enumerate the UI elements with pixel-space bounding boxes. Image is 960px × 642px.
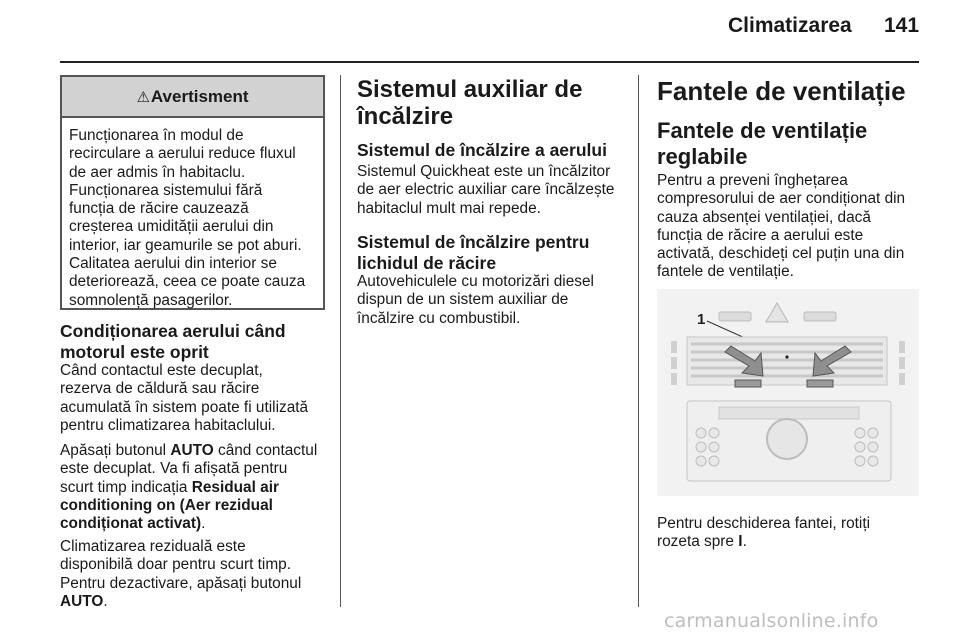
right-thumbwheel <box>807 380 833 387</box>
figure-caption <box>657 515 870 552</box>
warning-box <box>60 75 325 310</box>
text-line: activată, deschideți cel puțin una din <box>657 245 905 263</box>
warning-triangle-icon: ⚠ <box>136 89 150 106</box>
warning-line: Funcționarea sistemului fără <box>69 181 263 199</box>
right-side-vent <box>899 341 905 385</box>
column-divider-left <box>340 75 341 607</box>
figure-label-1: 1 <box>697 311 706 328</box>
top-button-right <box>804 312 836 321</box>
text-line: rezerva de căldură sau răcire <box>60 380 260 398</box>
title-line: Sistemul auxiliar de <box>357 76 583 103</box>
display-message: conditioning on (Aer rezidual <box>60 496 273 514</box>
text-line: Sistemul Quickheat este un încălzitor <box>357 163 611 180</box>
text-line: compresorului de aer condiționat din <box>657 190 906 208</box>
engine-off-paragraph-1 <box>60 362 308 435</box>
vents-title: Fantele de ventilație <box>657 76 906 106</box>
page-number: 141 <box>884 14 920 37</box>
air-heating-text <box>357 163 615 218</box>
text-line: funcția de răcire a aerului este <box>657 226 864 244</box>
vent-illustration <box>657 289 919 496</box>
text-line: Autovehiculele cu motorizări diesel <box>357 273 594 290</box>
text-line <box>60 515 317 533</box>
adjustable-vents-heading <box>657 118 867 170</box>
engine-off-paragraph-3 <box>60 538 301 611</box>
text-line: Pentru a preveni înghețarea <box>657 172 848 189</box>
text-line: încălzire cu combustibil. <box>357 309 521 327</box>
warning-line: somnolență pasagerilor. <box>69 291 233 309</box>
text-span: Apăsați butonul <box>60 442 171 459</box>
text-line <box>60 479 317 497</box>
text-span: . <box>201 515 206 533</box>
warning-line: Funcționarea în modul de <box>69 127 244 144</box>
left-thumbwheel <box>735 380 761 387</box>
text-line: Climatizarea reziduală este <box>60 538 246 555</box>
text-line <box>60 593 301 611</box>
warning-line: funcția de răcire cauzează <box>69 200 249 218</box>
watermark: carmanualsonline.info <box>664 610 879 632</box>
auxiliary-heating-title <box>357 76 582 130</box>
text-span: scurt timp indicația <box>60 478 192 496</box>
coolant-heating-text <box>357 273 594 328</box>
text-line: Pentru dezactivare, apăsați butonul <box>60 574 302 592</box>
top-button-left <box>719 312 751 321</box>
text-line: este decuplat. Va fi afișată pentru <box>60 460 288 478</box>
warning-line: deteriorează, ceea ce poate cauza <box>69 273 306 291</box>
radio-display <box>719 407 859 419</box>
text-span: . <box>742 533 747 551</box>
text-line: Când contactul este decuplat, <box>60 362 263 379</box>
page-header-title: Climatizarea <box>728 14 852 37</box>
display-message: Residual air <box>191 478 279 496</box>
heading-line: lichidul de răcire <box>357 253 497 273</box>
warning-text <box>62 118 323 310</box>
engine-off-paragraph-2 <box>60 442 317 533</box>
heading-line: Fantele de ventilație <box>657 118 868 143</box>
text-line: fantele de ventilație. <box>657 263 794 281</box>
text-span: . <box>103 592 108 610</box>
text-line <box>60 497 317 515</box>
air-heating-heading: Sistemul de încălzire a aerului <box>357 140 607 160</box>
heading-line: reglabile <box>657 144 748 169</box>
warning-line: de aer admis în habitaclu. <box>69 163 246 181</box>
warning-line: interior, iar geamurile se pot aburi. <box>69 236 302 254</box>
text-line: de aer electric auxiliar care încălzește <box>357 181 615 199</box>
warning-line: Calitatea aerului din interior se <box>69 255 277 273</box>
auto-button-label: AUTO <box>170 442 214 459</box>
text-line: disponibilă doar pentru scurt timp. <box>60 556 291 574</box>
engine-off-heading-line: motorul este oprit <box>60 342 209 362</box>
heading-line: Sistemul de încălzire pentru <box>357 232 590 252</box>
warning-title: Avertisment <box>150 87 249 106</box>
coolant-heating-heading <box>357 232 589 274</box>
text-span: când contactul <box>213 442 318 459</box>
text-line: Pentru deschiderea fantei, rotiți <box>657 515 871 532</box>
text-span: rozeta spre <box>657 533 734 551</box>
text-line: pentru climatizarea habitaclului. <box>60 416 276 434</box>
text-line <box>657 533 870 551</box>
open-symbol: I <box>738 533 743 551</box>
engine-off-heading-line: Condiționarea aerului când <box>60 321 286 341</box>
column-divider-right <box>638 75 639 607</box>
vent-center-dot <box>785 355 788 358</box>
left-side-vent <box>671 341 677 385</box>
text-line: habitaclul mult mai repede. <box>357 199 541 217</box>
title-line: încălzire <box>357 103 454 130</box>
text-line: cauza absenței ventilației, dacă <box>657 208 871 226</box>
auto-button-label: AUTO <box>60 592 104 610</box>
warning-line: creșterea umidității aerului din <box>69 218 274 236</box>
text-line: acumulată în sistem poate fi utilizată <box>60 398 309 416</box>
header-rule <box>60 61 919 63</box>
text-line: dispun de un sistem auxiliar de <box>357 291 569 309</box>
engine-off-heading <box>60 321 286 363</box>
warning-header <box>62 77 323 118</box>
radio-knob-icon <box>767 419 807 459</box>
text-line <box>60 442 317 460</box>
vents-text <box>657 172 905 282</box>
display-message: condiționat activat) <box>60 515 202 533</box>
warning-line: recirculare a aerului reduce fluxul <box>69 145 296 163</box>
